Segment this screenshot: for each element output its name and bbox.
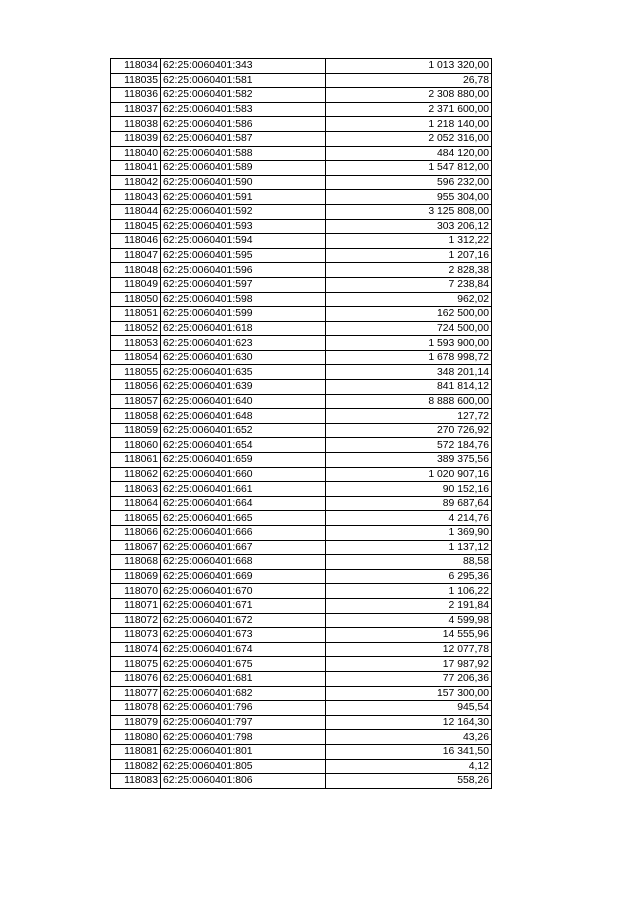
- cadastral-number-cell: 62:25:0060401:671: [161, 598, 326, 613]
- cadastral-number-cell: 62:25:0060401:639: [161, 380, 326, 395]
- table-row: [111, 598, 492, 613]
- table-row: [111, 540, 492, 555]
- value-cell: 1 020 907,16: [326, 467, 492, 482]
- value-cell: 162 500,00: [326, 307, 492, 322]
- row-number-cell: 118051: [111, 307, 161, 322]
- cadastral-number-cell: 62:25:0060401:588: [161, 146, 326, 161]
- table-row: [111, 467, 492, 482]
- cadastral-number-cell: 62:25:0060401:596: [161, 263, 326, 278]
- table-body: [111, 59, 492, 789]
- row-number-cell: 118050: [111, 292, 161, 307]
- table-row: [111, 175, 492, 190]
- value-cell: 484 120,00: [326, 146, 492, 161]
- row-number-cell: 118053: [111, 336, 161, 351]
- value-cell: 12 164,30: [326, 715, 492, 730]
- cadastral-number-cell: 62:25:0060401:598: [161, 292, 326, 307]
- row-number-cell: 118073: [111, 628, 161, 643]
- value-cell: 1 106,22: [326, 584, 492, 599]
- value-cell: 4 599,98: [326, 613, 492, 628]
- cadastral-number-cell: 62:25:0060401:654: [161, 438, 326, 453]
- table-row: [111, 423, 492, 438]
- row-number-cell: 118083: [111, 774, 161, 789]
- table-row: [111, 613, 492, 628]
- table-row: [111, 409, 492, 424]
- value-cell: 12 077,78: [326, 642, 492, 657]
- table-row: [111, 365, 492, 380]
- table-row: [111, 219, 492, 234]
- value-cell: 90 152,16: [326, 482, 492, 497]
- cadastral-number-cell: 62:25:0060401:801: [161, 744, 326, 759]
- cadastral-number-cell: 62:25:0060401:593: [161, 219, 326, 234]
- row-number-cell: 118067: [111, 540, 161, 555]
- row-number-cell: 118046: [111, 234, 161, 249]
- row-number-cell: 118057: [111, 394, 161, 409]
- row-number-cell: 118081: [111, 744, 161, 759]
- value-cell: 4,12: [326, 759, 492, 774]
- value-cell: 4 214,76: [326, 511, 492, 526]
- cadastral-number-cell: 62:25:0060401:618: [161, 321, 326, 336]
- value-cell: 77 206,36: [326, 671, 492, 686]
- table-row: [111, 555, 492, 570]
- table-row: [111, 730, 492, 745]
- value-cell: 1 207,16: [326, 248, 492, 263]
- table-row: [111, 584, 492, 599]
- cadastral-number-cell: 62:25:0060401:589: [161, 161, 326, 176]
- cadastral-number-cell: 62:25:0060401:583: [161, 102, 326, 117]
- row-number-cell: 118034: [111, 59, 161, 74]
- table-row: [111, 642, 492, 657]
- table-row: [111, 628, 492, 643]
- cadastral-number-cell: 62:25:0060401:648: [161, 409, 326, 424]
- row-number-cell: 118077: [111, 686, 161, 701]
- table-row: [111, 102, 492, 117]
- cadastral-number-cell: 62:25:0060401:667: [161, 540, 326, 555]
- value-cell: 1 678 998,72: [326, 350, 492, 365]
- value-cell: 3 125 808,00: [326, 204, 492, 219]
- row-number-cell: 118072: [111, 613, 161, 628]
- cadastral-number-cell: 62:25:0060401:659: [161, 453, 326, 468]
- cadastral-number-cell: 62:25:0060401:666: [161, 526, 326, 541]
- table-row: [111, 321, 492, 336]
- value-cell: 2 191,84: [326, 598, 492, 613]
- row-number-cell: 118048: [111, 263, 161, 278]
- value-cell: 1 593 900,00: [326, 336, 492, 351]
- row-number-cell: 118076: [111, 671, 161, 686]
- table-row: [111, 59, 492, 74]
- row-number-cell: 118037: [111, 102, 161, 117]
- row-number-cell: 118036: [111, 88, 161, 103]
- value-cell: 89 687,64: [326, 496, 492, 511]
- cadastral-number-cell: 62:25:0060401:599: [161, 307, 326, 322]
- row-number-cell: 118045: [111, 219, 161, 234]
- row-number-cell: 118058: [111, 409, 161, 424]
- value-cell: 724 500,00: [326, 321, 492, 336]
- row-number-cell: 118061: [111, 453, 161, 468]
- cadastral-number-cell: 62:25:0060401:590: [161, 175, 326, 190]
- cadastral-number-cell: 62:25:0060401:681: [161, 671, 326, 686]
- row-number-cell: 118074: [111, 642, 161, 657]
- table-row: [111, 336, 492, 351]
- row-number-cell: 118066: [111, 526, 161, 541]
- value-cell: 1 013 320,00: [326, 59, 492, 74]
- value-cell: 8 888 600,00: [326, 394, 492, 409]
- row-number-cell: 118038: [111, 117, 161, 132]
- row-number-cell: 118070: [111, 584, 161, 599]
- row-number-cell: 118082: [111, 759, 161, 774]
- cadastral-number-cell: 62:25:0060401:661: [161, 482, 326, 497]
- table-row: [111, 117, 492, 132]
- value-cell: 14 555,96: [326, 628, 492, 643]
- table-row: [111, 248, 492, 263]
- value-cell: 2 371 600,00: [326, 102, 492, 117]
- cadastral-number-cell: 62:25:0060401:669: [161, 569, 326, 584]
- cadastral-number-cell: 62:25:0060401:664: [161, 496, 326, 511]
- cadastral-number-cell: 62:25:0060401:594: [161, 234, 326, 249]
- row-number-cell: 118065: [111, 511, 161, 526]
- value-cell: 16 341,50: [326, 744, 492, 759]
- row-number-cell: 118039: [111, 131, 161, 146]
- cadastral-number-cell: 62:25:0060401:635: [161, 365, 326, 380]
- value-cell: 955 304,00: [326, 190, 492, 205]
- table-row: [111, 496, 492, 511]
- row-number-cell: 118041: [111, 161, 161, 176]
- row-number-cell: 118079: [111, 715, 161, 730]
- row-number-cell: 118075: [111, 657, 161, 672]
- value-cell: 1 547 812,00: [326, 161, 492, 176]
- cadastral-number-cell: 62:25:0060401:665: [161, 511, 326, 526]
- value-cell: 157 300,00: [326, 686, 492, 701]
- row-number-cell: 118063: [111, 482, 161, 497]
- table-row: [111, 307, 492, 322]
- value-cell: 945,54: [326, 701, 492, 716]
- row-number-cell: 118054: [111, 350, 161, 365]
- table-row: [111, 263, 492, 278]
- table-row: [111, 569, 492, 584]
- value-cell: 962,02: [326, 292, 492, 307]
- table-row: [111, 292, 492, 307]
- cadastral-number-cell: 62:25:0060401:582: [161, 88, 326, 103]
- row-number-cell: 118047: [111, 248, 161, 263]
- row-number-cell: 118035: [111, 73, 161, 88]
- cadastral-number-cell: 62:25:0060401:675: [161, 657, 326, 672]
- table-row: [111, 277, 492, 292]
- cadastral-number-cell: 62:25:0060401:674: [161, 642, 326, 657]
- cadastral-number-cell: 62:25:0060401:592: [161, 204, 326, 219]
- table-row: [111, 671, 492, 686]
- table-row: [111, 234, 492, 249]
- value-cell: 1 312,22: [326, 234, 492, 249]
- table-row: [111, 657, 492, 672]
- value-cell: 1 137,12: [326, 540, 492, 555]
- table-row: [111, 701, 492, 716]
- value-cell: 389 375,56: [326, 453, 492, 468]
- table-row: [111, 190, 492, 205]
- row-number-cell: 118042: [111, 175, 161, 190]
- value-cell: 841 814,12: [326, 380, 492, 395]
- value-cell: 7 238,84: [326, 277, 492, 292]
- row-number-cell: 118056: [111, 380, 161, 395]
- cadastral-number-cell: 62:25:0060401:652: [161, 423, 326, 438]
- table-row: [111, 204, 492, 219]
- value-cell: 348 201,14: [326, 365, 492, 380]
- value-cell: 6 295,36: [326, 569, 492, 584]
- value-cell: 596 232,00: [326, 175, 492, 190]
- value-cell: 88,58: [326, 555, 492, 570]
- table-row: [111, 715, 492, 730]
- cadastral-number-cell: 62:25:0060401:797: [161, 715, 326, 730]
- table-row: [111, 759, 492, 774]
- cadastral-number-cell: 62:25:0060401:591: [161, 190, 326, 205]
- table-row: [111, 482, 492, 497]
- table-row: [111, 511, 492, 526]
- row-number-cell: 118078: [111, 701, 161, 716]
- table-row: [111, 73, 492, 88]
- value-cell: 1 218 140,00: [326, 117, 492, 132]
- row-number-cell: 118080: [111, 730, 161, 745]
- cadastral-number-cell: 62:25:0060401:623: [161, 336, 326, 351]
- table-row: [111, 744, 492, 759]
- cadastral-number-cell: 62:25:0060401:587: [161, 131, 326, 146]
- table-row: [111, 438, 492, 453]
- cadastral-number-cell: 62:25:0060401:668: [161, 555, 326, 570]
- row-number-cell: 118068: [111, 555, 161, 570]
- cadastral-number-cell: 62:25:0060401:630: [161, 350, 326, 365]
- row-number-cell: 118043: [111, 190, 161, 205]
- table-row: [111, 380, 492, 395]
- cadastral-number-cell: 62:25:0060401:798: [161, 730, 326, 745]
- cadastral-number-cell: 62:25:0060401:343: [161, 59, 326, 74]
- value-cell: 558,26: [326, 774, 492, 789]
- cadastral-number-cell: 62:25:0060401:796: [161, 701, 326, 716]
- table-row: [111, 350, 492, 365]
- row-number-cell: 118071: [111, 598, 161, 613]
- row-number-cell: 118062: [111, 467, 161, 482]
- cadastral-number-cell: 62:25:0060401:682: [161, 686, 326, 701]
- value-cell: 303 206,12: [326, 219, 492, 234]
- value-cell: 2 052 316,00: [326, 131, 492, 146]
- cadastral-number-cell: 62:25:0060401:595: [161, 248, 326, 263]
- data-table: [110, 58, 492, 789]
- table-row: [111, 394, 492, 409]
- cadastral-number-cell: 62:25:0060401:672: [161, 613, 326, 628]
- cadastral-number-cell: 62:25:0060401:660: [161, 467, 326, 482]
- value-cell: 1 369,90: [326, 526, 492, 541]
- value-cell: 17 987,92: [326, 657, 492, 672]
- table-row: [111, 686, 492, 701]
- table-row: [111, 131, 492, 146]
- value-cell: 2 308 880,00: [326, 88, 492, 103]
- value-cell: 270 726,92: [326, 423, 492, 438]
- cadastral-number-cell: 62:25:0060401:581: [161, 73, 326, 88]
- value-cell: 26,78: [326, 73, 492, 88]
- table-row: [111, 161, 492, 176]
- value-cell: 127,72: [326, 409, 492, 424]
- table-row: [111, 88, 492, 103]
- row-number-cell: 118055: [111, 365, 161, 380]
- cadastral-number-cell: 62:25:0060401:586: [161, 117, 326, 132]
- row-number-cell: 118040: [111, 146, 161, 161]
- cadastral-number-cell: 62:25:0060401:597: [161, 277, 326, 292]
- table-row: [111, 774, 492, 789]
- value-cell: 43,26: [326, 730, 492, 745]
- row-number-cell: 118049: [111, 277, 161, 292]
- cadastral-number-cell: 62:25:0060401:670: [161, 584, 326, 599]
- table-row: [111, 146, 492, 161]
- cadastral-number-cell: 62:25:0060401:805: [161, 759, 326, 774]
- row-number-cell: 118044: [111, 204, 161, 219]
- value-cell: 2 828,38: [326, 263, 492, 278]
- row-number-cell: 118069: [111, 569, 161, 584]
- row-number-cell: 118064: [111, 496, 161, 511]
- row-number-cell: 118052: [111, 321, 161, 336]
- table-row: [111, 526, 492, 541]
- row-number-cell: 118059: [111, 423, 161, 438]
- cadastral-number-cell: 62:25:0060401:806: [161, 774, 326, 789]
- cadastral-number-cell: 62:25:0060401:640: [161, 394, 326, 409]
- table-row: [111, 453, 492, 468]
- value-cell: 572 184,76: [326, 438, 492, 453]
- cadastral-number-cell: 62:25:0060401:673: [161, 628, 326, 643]
- row-number-cell: 118060: [111, 438, 161, 453]
